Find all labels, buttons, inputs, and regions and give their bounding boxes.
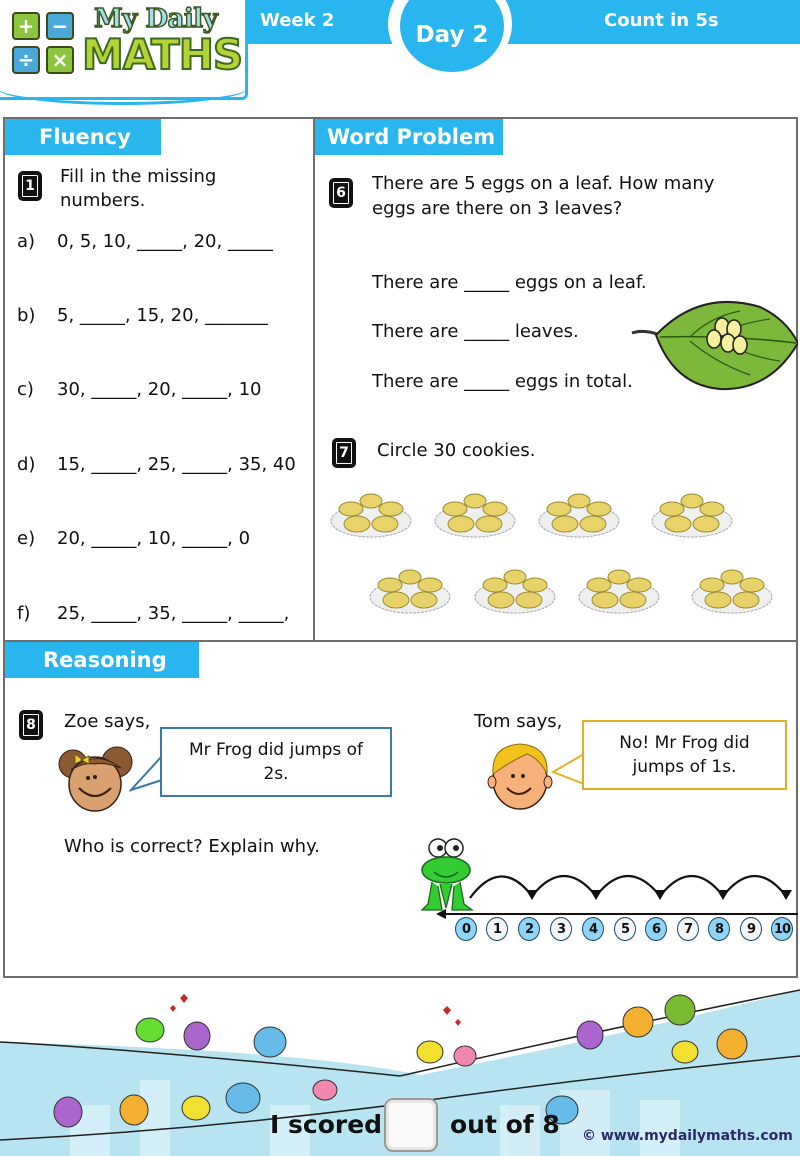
copyright-link[interactable]: © www.mydailymaths.com (582, 1128, 793, 1144)
score-input-box[interactable] (384, 1098, 438, 1152)
frog-icon (422, 839, 472, 910)
multiply-icon: × (46, 46, 74, 74)
cookie-plate-icon[interactable] (368, 567, 452, 615)
number-circle: 9 (740, 917, 762, 941)
question-number-badge: 7 (332, 438, 356, 468)
zoe-avatar-icon (55, 742, 137, 814)
question-text: Fill in the missing numbers. (60, 166, 217, 211)
zoe-bubble-tail (129, 754, 163, 794)
zoe-speech-bubble (160, 727, 392, 797)
question-text-line2: eggs are there on 3 leaves? (372, 198, 623, 219)
number-circle-highlighted: 8 (708, 917, 730, 941)
topic-label: Count in 5s (604, 10, 719, 31)
fluency-section (3, 117, 315, 642)
cookie-plate-icon[interactable] (433, 491, 517, 539)
row-label: c) (17, 379, 34, 400)
logo (0, 0, 248, 100)
answer-prompt[interactable]: There are _____ leaves. (372, 321, 579, 342)
tom-bubble-tail (551, 750, 585, 790)
logo-text-line1: My Daily (94, 4, 218, 34)
sequence-text: 15, _____, 25, _____, 35, 40 (57, 454, 296, 475)
number-circle-highlighted: 10 (771, 917, 793, 941)
question-number-badge: 6 (329, 178, 353, 208)
tom-speech-bubble (582, 720, 787, 790)
sequence-text: 25, _____, 35, _____, _____, (57, 603, 290, 624)
number-circle: 5 (614, 917, 636, 941)
plus-icon: + (12, 12, 40, 40)
day-label: Day 2 (415, 22, 489, 48)
score-prefix: I scored (270, 1110, 383, 1139)
tom-avatar-icon (487, 738, 553, 812)
leaf-with-eggs-icon (630, 297, 798, 393)
tom-speech-text: No! Mr Frog did jumps of 1s. (619, 733, 750, 777)
word-problem-section (313, 117, 798, 642)
sequence-text: 0, 5, 10, _____, 20, _____ (57, 231, 273, 252)
number-circle-highlighted: 4 (582, 917, 604, 941)
row-label: d) (17, 454, 36, 475)
sequence-text: 30, _____, 20, _____, 10 (57, 379, 262, 400)
section-title: Reasoning (5, 642, 199, 678)
cookie-plate-icon[interactable] (577, 567, 661, 615)
cookie-plate-icon[interactable] (690, 567, 774, 615)
question-number-badge: 8 (19, 710, 43, 740)
row-label: e) (17, 528, 36, 549)
question-text: Who is correct? Explain why. (64, 836, 320, 857)
number-circle-highlighted: 6 (645, 917, 667, 941)
question-text-line1: There are 5 eggs on a leaf. How many (372, 173, 715, 194)
zoe-label: Zoe says, (64, 711, 151, 732)
cookie-plate-icon[interactable] (473, 567, 557, 615)
question-number-badge: 1 (18, 171, 42, 201)
section-title: Fluency (5, 119, 161, 155)
section-title: Word Problem (315, 119, 503, 155)
answer-prompt[interactable]: There are _____ eggs on a leaf. (372, 272, 647, 293)
week-label: Week 2 (260, 10, 335, 31)
zoe-speech-text: Mr Frog did jumps of 2s. (188, 740, 364, 784)
cookie-plate-icon[interactable] (650, 491, 734, 539)
question-text: Circle 30 cookies. (377, 440, 536, 461)
row-label: f) (17, 603, 31, 624)
row-label: a) (17, 231, 36, 252)
sequence-text: 20, _____, 10, _____, 0 (57, 528, 251, 549)
reasoning-section (3, 640, 798, 978)
answer-prompt[interactable]: There are _____ eggs in total. (372, 371, 633, 392)
number-circle-highlighted: 2 (518, 917, 540, 941)
row-label: b) (17, 305, 36, 326)
number-circle-highlighted: 0 (455, 917, 477, 941)
logo-tiles (12, 12, 74, 74)
score-suffix: out of 8 (450, 1110, 560, 1139)
number-circle: 7 (677, 917, 699, 941)
logo-text-line2: MATHS (82, 30, 243, 79)
minus-icon: − (46, 12, 74, 40)
sequence-text: 5, _____, 15, 20, _______ (57, 305, 269, 326)
tom-label: Tom says, (474, 711, 563, 732)
divide-icon: ÷ (12, 46, 40, 74)
cookie-plate-icon[interactable] (329, 491, 413, 539)
number-circle: 3 (550, 917, 572, 941)
number-circle: 1 (486, 917, 508, 941)
cookie-plate-icon[interactable] (537, 491, 621, 539)
